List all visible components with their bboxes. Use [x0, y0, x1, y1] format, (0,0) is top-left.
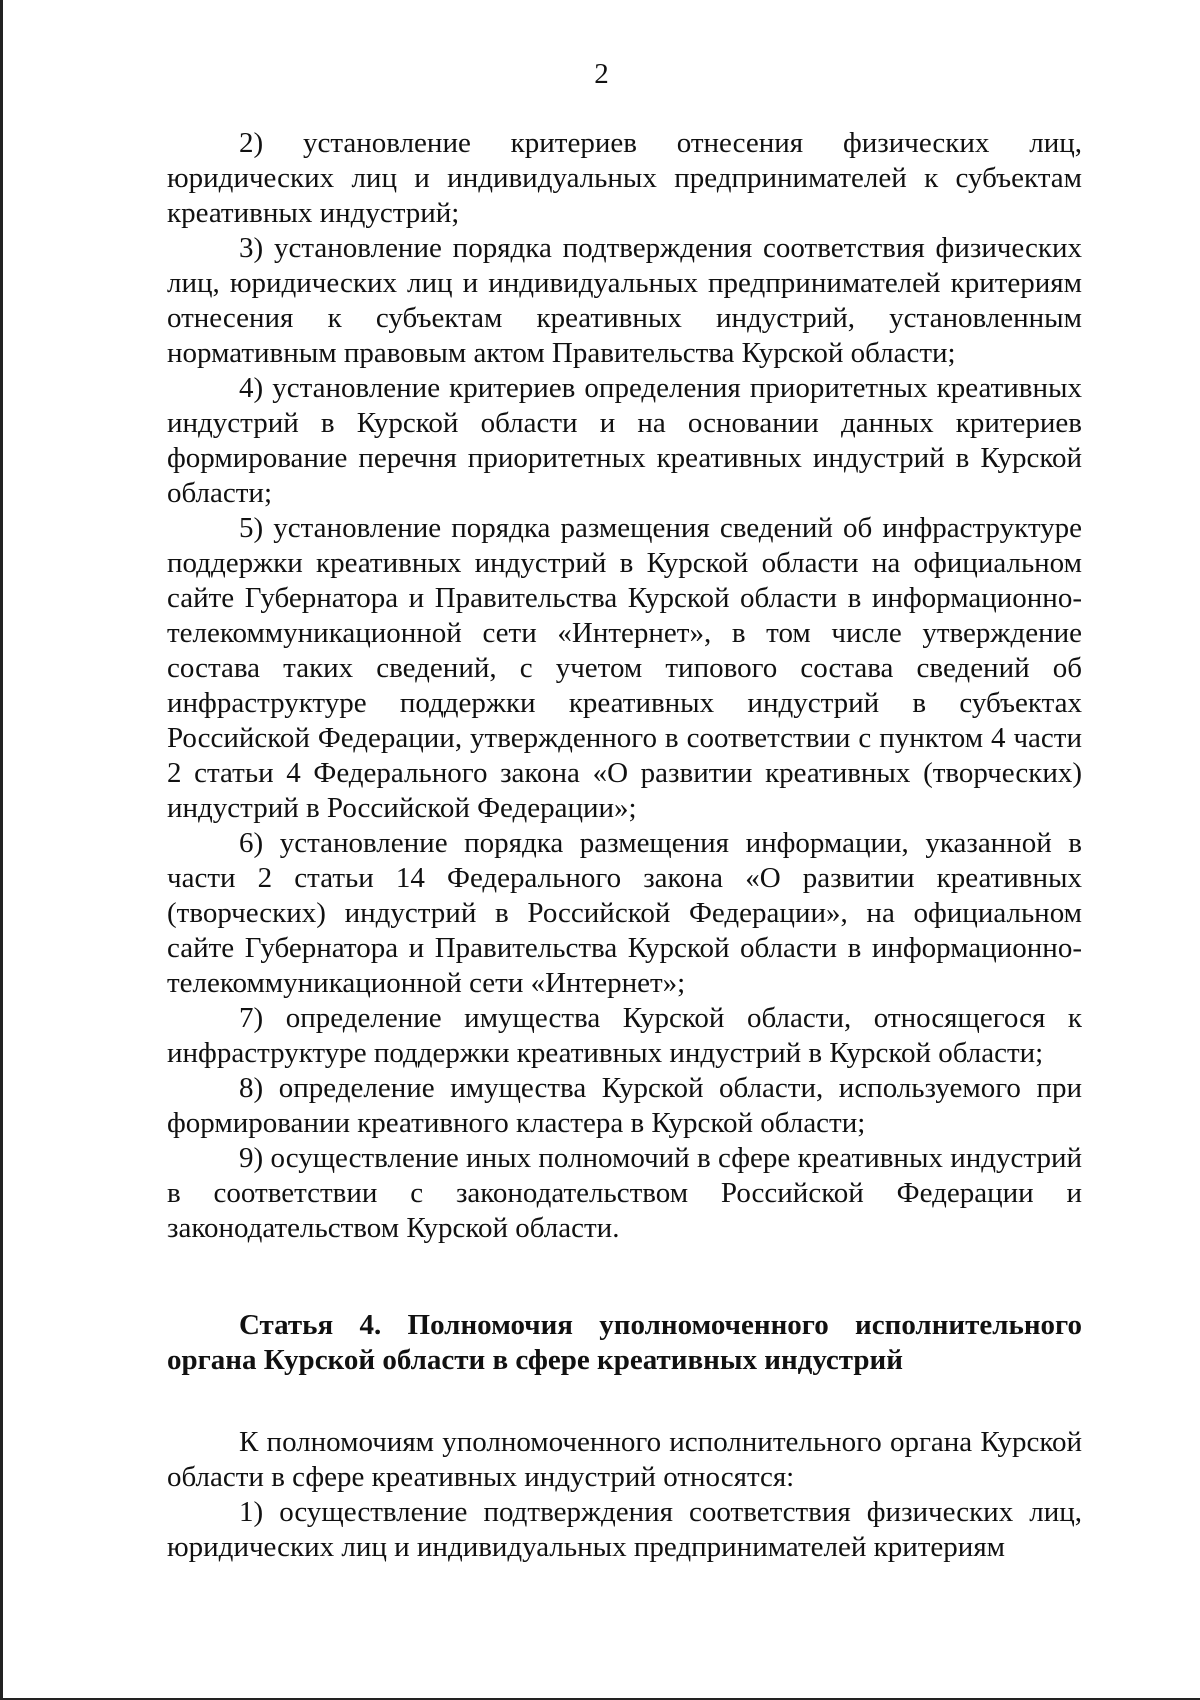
- list-item: 4) установление критериев определения приоритетных креативных индустрий в Курской области и на основании данных критериев формирование перечня приоритетных креативных индустрий в Курской области;: [167, 372, 1082, 509]
- list-item: 9) осуществление иных полномочий в сфере креативных индустрий в соответствии с законодательством Российской Федерации и законодательством Курской области.: [167, 1142, 1082, 1244]
- list-item: 5) установление порядка размещения сведений об инфраструктуре поддержки креативных индустрий в Курской области на официальном сайте Губернатора и Правительства Курской области в информационно-телекоммуникационной сети «Интернет», в том числе утверждение состава таких сведений, с учетом типового состава сведений об инфраструктуре поддержки креативных индустрий в субъектах Российской Федерации, утвержденного в соответствии с пунктом 4 части 2 статьи 4 Федерального закона «О развитии креативных (творческих) индустрий в Российской Федерации»;: [167, 512, 1082, 824]
- document-body: [167, 126, 1082, 1565]
- list-item: 8) определение имущества Курской области, используемого при формировании креативного кластера в Курской области;: [167, 1072, 1082, 1139]
- article-intro: К полномочиям уполномоченного исполнительного органа Курской области в сфере креативных индустрий относятся:: [167, 1426, 1082, 1493]
- list-item: 3) установление порядка подтверждения соответствия физических лиц, юридических лиц и индивидуальных предпринимателей критериям отнесения к субъектам креативных индустрий, установленным нормативным правовым актом Правительства Курской области;: [167, 232, 1082, 369]
- page-number: 2: [594, 58, 609, 90]
- list-item: 7) определение имущества Курской области, относящегося к инфраструктуре поддержки креативных индустрий в Курской области;: [167, 1002, 1082, 1069]
- list-item: 1) осуществление подтверждения соответствия физических лиц, юридических лиц и индивидуальных предпринимателей критериям: [167, 1496, 1082, 1563]
- list-item: 6) установление порядка размещения информации, указанной в части 2 статьи 14 Федерального закона «О развитии креативных (творческих) индустрий в Российской Федерации», на официальном сайте Губернатора и Правительства Курской области в информационно-телекоммуникационной сети «Интернет»;: [167, 827, 1082, 999]
- list-item: 2) установление критериев отнесения физических лиц, юридических лиц и индивидуальных предпринимателей к субъектам креативных индустрий;: [167, 127, 1082, 229]
- article-heading: Статья 4. Полномочия уполномоченного исполнительного органа Курской области в сфере креативных индустрий: [167, 1309, 1082, 1376]
